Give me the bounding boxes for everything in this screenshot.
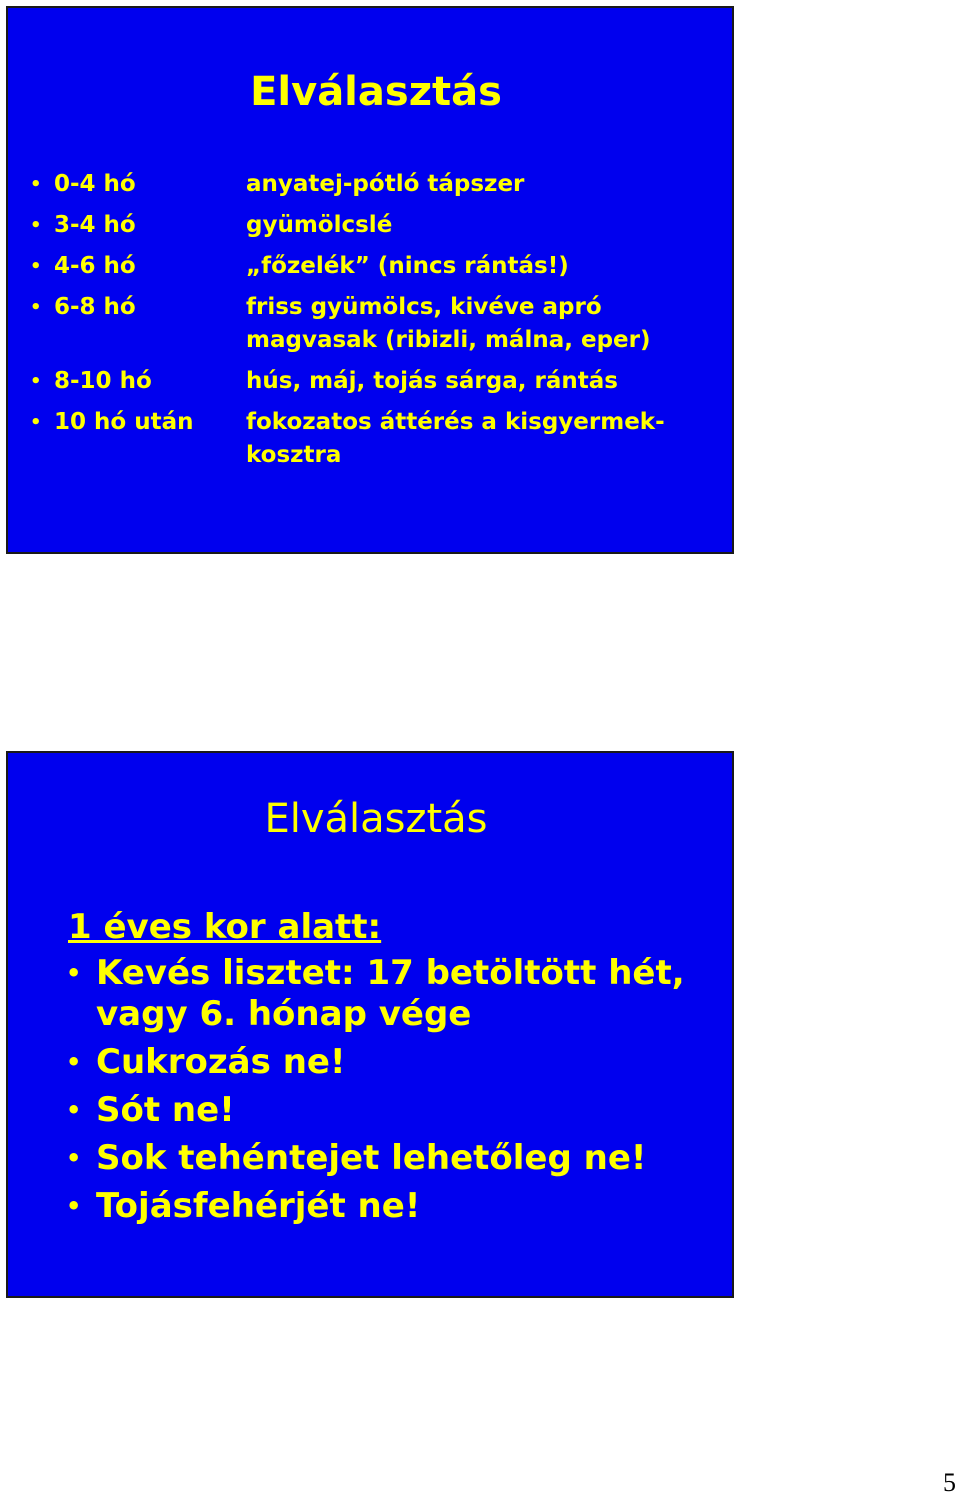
bullet-icon: • — [66, 1192, 82, 1220]
slide-2-title: Elválasztás — [264, 796, 488, 842]
list-item — [66, 1138, 716, 1179]
food-text: friss gyümölcs, kivéve apró magvasak (ribizli, málna, eper) — [246, 294, 651, 353]
age-label: 10 hó után — [54, 409, 194, 435]
list-item — [66, 1042, 716, 1083]
rule-text: Tojásfehérjét ne! — [96, 1186, 421, 1226]
list-item — [66, 1186, 716, 1227]
rule-text: Kevés lisztet: 17 betöltött hét, vagy 6. hónap vége — [96, 953, 685, 1034]
page-number: 5 — [943, 1468, 956, 1497]
slide-2-subheading: 1 éves kor alatt: — [68, 907, 382, 947]
bullet-icon: • — [66, 1144, 82, 1172]
list-item — [66, 1090, 716, 1131]
bullet-icon: • — [30, 174, 42, 195]
bullet-icon: • — [30, 297, 42, 318]
slide-1-title: Elválasztás — [250, 69, 502, 115]
list-item — [30, 406, 716, 472]
list-item — [30, 365, 716, 398]
list-item — [30, 209, 716, 242]
food-text: hús, máj, tojás sárga, rántás — [246, 368, 618, 394]
food-text: fokozatos áttérés a kisgyermek-kosztra — [246, 409, 665, 468]
food-text: anyatej-pótló tápszer — [246, 171, 525, 197]
bullet-icon: • — [66, 1048, 82, 1076]
bullet-icon: • — [66, 1096, 82, 1124]
food-text: gyümölcslé — [246, 212, 393, 238]
list-item — [30, 291, 716, 357]
list-item — [30, 250, 716, 283]
rule-text: Cukrozás ne! — [96, 1042, 346, 1082]
food-text: „főzelék” (nincs rántás!) — [246, 253, 569, 279]
age-label: 0-4 hó — [54, 171, 136, 197]
list-item — [66, 953, 716, 1035]
list-item — [30, 168, 716, 201]
age-label: 3-4 hó — [54, 212, 136, 238]
slide-2 — [6, 751, 734, 1298]
age-label: 6-8 hó — [54, 294, 136, 320]
age-label: 4-6 hó — [54, 253, 136, 279]
bullet-icon: • — [30, 371, 42, 392]
feeding-schedule-list — [30, 168, 716, 480]
rule-text: Sót ne! — [96, 1090, 235, 1130]
bullet-icon: • — [30, 412, 42, 433]
bullet-icon: • — [30, 215, 42, 236]
bullet-icon: • — [66, 959, 82, 987]
age-label: 8-10 hó — [54, 368, 152, 394]
weaning-rules-list — [66, 953, 716, 1234]
slide-1 — [6, 6, 734, 554]
bullet-icon: • — [30, 256, 42, 277]
rule-text: Sok tehéntejet lehetőleg ne! — [96, 1138, 647, 1178]
